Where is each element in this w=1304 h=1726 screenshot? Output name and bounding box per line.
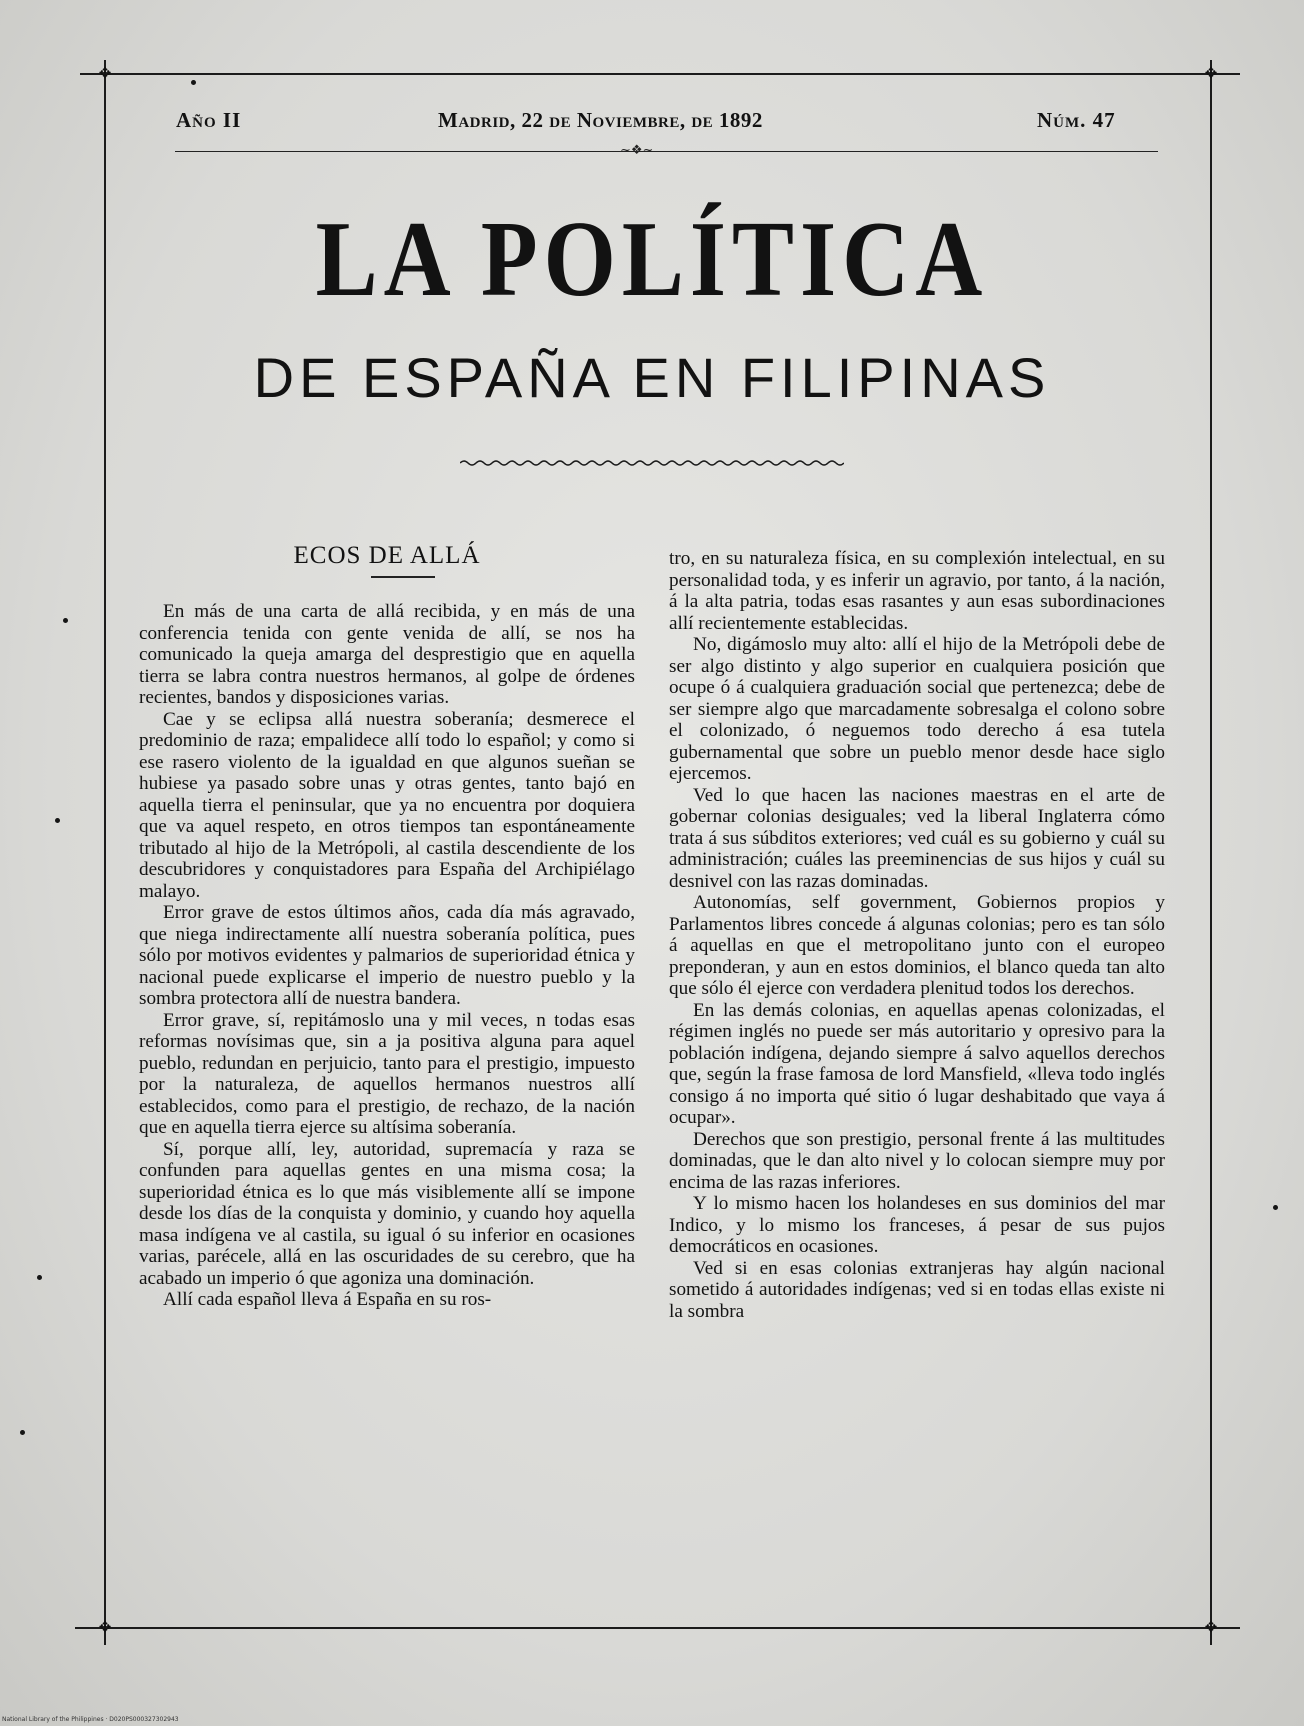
scan-speck [55, 818, 60, 823]
issue-number: Núm. 47 [1037, 108, 1116, 132]
corner-ornament-bottom-right: ✥ [1204, 1618, 1218, 1636]
paragraph: tro, en su naturaleza física, en su complexión intelectual, en su personalidad toda, y es inferir un agravio, por tanto, á la nación, á la alta patria, todas esas rasantes y aun esas subordinaciones allí recientemente establecidas. [669, 548, 1165, 634]
article-column-left [139, 601, 635, 1311]
paragraph: Derechos que son prestigio, personal frente á las multitudes dominadas, que le dan alto nivel y lo colocan siempre muy por encima de las razas inferiores. [669, 1128, 1165, 1193]
corner-ornament-bottom-left: ✥ [98, 1618, 112, 1636]
paragraph: En las demás colonias, en aquellas apenas colonizadas, el régimen inglés no puede ser más autoritario y opresivo para la población indígena, dejando siempre á salvo aquellos derechos que, según la frase famosa de lord Mansfield, «lleva todo inglés consigo á no importa qué sitio ó lugar deshabitado que vaya á ocupar». [669, 999, 1165, 1128]
paragraph: Allí cada español lleva á España en su ros- [163, 1289, 492, 1310]
article-title-text: ECOS DE ALLÁ [293, 542, 481, 569]
article-title [139, 542, 635, 570]
corner-ornament-top-left: ✥ [98, 64, 112, 82]
paragraph: Sí, porque allí, ley, autoridad, supremacía y raza se confunden para aquellas gentes en una misma cosa; la superioridad étnica es lo que más visiblemente allí se impone desde los días de la conquista y dominio, y cuando hoy aquella masa indígena ve al castila, su igual ó su inferior en ocasiones varias, parécele, allá en las oscuridades de su cerebro, que ha acabado un imperio ó que agoniza una dominación. [139, 1138, 635, 1289]
scan-speck [37, 1275, 42, 1280]
issue-year: Año II [176, 108, 242, 132]
paragraph: Y lo mismo hacen los holandeses en sus dominios del mar Indico, y lo mismo los franceses, á pesar de sus pujos democráticos en ocasiones. [669, 1193, 1165, 1257]
corner-ornament-top-right: ✥ [1204, 64, 1218, 82]
paragraph: No, digámoslo muy alto: allí el hijo de la Metrópoli debe de ser algo distinto y algo superior en cualquiera posición que ocupe ó á cualquiera graduación social que pertenezca; debe de ser siempre algo que marcadamente sobresalga el colono sobre el colonizado, ó neguemos todo derecho á esa tutela gubernamental que sobre un pueblo menor desde hace siglo ejercemos. [669, 634, 1165, 784]
paragraph: Error grave de estos últimos años, cada día más agravado, que niega indirectamente allí nuestra soberanía política, pues sólo por motivos evidentes y palmarios de superioridad étnica y nacional puede explicarse el imperio de nuestro pueblo y la sombra protectora allí de nuestra bandera. [139, 902, 635, 1009]
paragraph: Error grave, sí, repitámoslo una y mil veces, n todas esas reformas novísimas que, sin a ja positiva alguna para aquel pueblo, redundan en perjuicio, tanto para el prestigio, impuesto por la naturaleza, de aquellos hermanos nuestros allí establecidos, como para el prestigio, de rechazo, de la nación que en aquella tierra ejerce su altísima soberanía. [139, 1009, 635, 1138]
paragraph: Autonomías, self government, Gobiernos propios y Parlamentos libres concede á algunas colonias; pero es tan sólo á aquellas en que el metropolitano junto con el europeo preponderan, y aun en estos dominios, el blanco queda tan alto que sólo él ejerce con verdadera plenitud todos los derechos. [669, 892, 1165, 999]
dateline: Madrid, 22 de Noviembre, de 1892 [438, 108, 763, 132]
frame-bottom-rule [75, 1627, 1240, 1629]
article-column-right [669, 548, 1165, 1322]
scan-speck [63, 618, 68, 623]
decorative-wavy-rule [460, 458, 844, 468]
header-rule [175, 151, 1158, 152]
scan-speck [191, 80, 196, 85]
frame-top-rule [80, 73, 1240, 75]
paragraph: En más de una carta de allá recibida, y en más de una conferencia tenida con gente venida de allí, se nos ha comunicado la queja amarga del desprestigio que en aquella tierra se labra contra nuestros hermanos, al golpe de órdenes recientes, bandos y disposiciones varias. [139, 601, 635, 708]
archive-footer-note: National Library of the Philippines · D020PS000327302943 [2, 1716, 179, 1723]
masthead-title: LA POLÍTICA [315, 200, 989, 319]
article-title-underline [371, 576, 435, 578]
masthead-subtitle: DE ESPAÑA EN FILIPINAS [253, 346, 1051, 409]
header-ornament: ~❖~ [620, 143, 654, 158]
paragraph: Ved si en esas colonias extranjeras hay algún nacional sometido á autoridades indígenas; ved si en todas ellas existe ni la sombra [669, 1257, 1165, 1322]
paragraph: Ved lo que hacen las naciones maestras en el arte de gobernar colonias desiguales; ved la liberal Inglaterra cómo trata á sus súbditos exteriores; ved cuál es su gobierno y cuál su administración; cuáles las preeminencias de sus hijos y cuál su desnivel con las razas dominadas. [669, 784, 1165, 892]
scan-speck [20, 1430, 25, 1435]
paragraph: Cae y se eclipsa allá nuestra soberanía; desmerece el predominio de raza; empalidece allí todo lo español; y como si ese rasero violento de la igualdad en que algunos sueñan se hubiese ya pasado sobre unas y otras gentes, tanto bajó en aquella tierra el peninsular, que ya no encuentra por doquiera que va aquel respeto, en otros tiempos tan espontáneamente tributado al hijo de la Metrópoli, al castila descendiente de los descubridores y conquistadores para España del Archipiélago malayo. [139, 708, 635, 902]
scan-speck [1273, 1205, 1278, 1210]
